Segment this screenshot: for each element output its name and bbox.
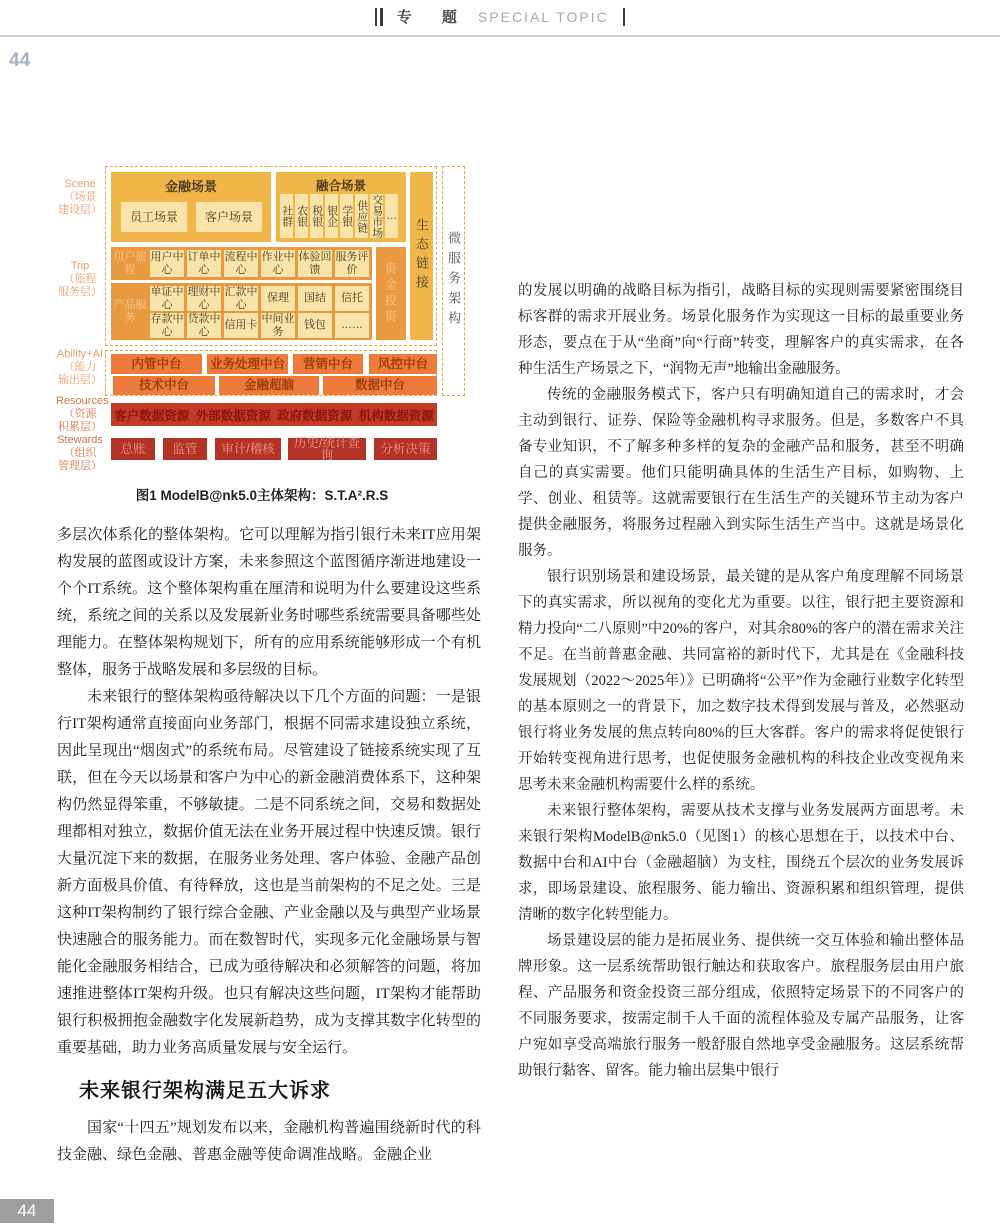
user-journey-band bbox=[111, 247, 372, 280]
ability-cell: 业务处理中台 bbox=[207, 354, 288, 374]
fusion-scene-block bbox=[276, 172, 406, 242]
paragraph: 未来银行整体架构，需要从技术支撑与业务发展两方面思考。未来银行架构ModelB@nk5.0（见图1）的核心思想在于，以技术中台、数据中台和AI中台（金融超脑）为支柱，围绕五个层次的业务发展诉求，即场景建设、旅程服务、能力输出、资源积累和组织管理，提供清晰的数字化转型能力。 bbox=[518, 803, 964, 923]
journey-cell: 服务评价 bbox=[335, 251, 369, 276]
fusion-cell: 学银 bbox=[340, 194, 353, 238]
paragraph: 银行识别场景和建设场景，最关键的是从客户角度理解不同场景下的真实需求，所以视角的变化尤为重要。以往，银行把主要资源和精力投向“二八原则”中20%的客户，对其余80%的客户的潜在需求关注不足。在当前普惠金融、共同富裕的新时代下，尤其是在《金融科技发展规划（2022～2025年）》已明确将“公平”作为金融行业数字化转型的基本原则之一的背景下，加之数字技术得到发展与普及，必然驱动银行将业务发展的焦点转向80%的巨大客群。客户的需求将促使银行开始转变视角进行思考，也促使服务金融机构的科技企业改变视角来思考未来金融机构需要什么样的系统。 bbox=[518, 569, 964, 793]
paragraph: 的发展以明确的战略目标为指引，战略目标的实现则需要紧密围绕目标客群的需求开展业务。场景化服务作为实现这一目标的最重要业务形态，要点在于从“坐商”向“行商”转变，理解客户的真实需求，在各种生活生产场景之下，“润物无声”地输出金融服务。 bbox=[518, 283, 964, 377]
journey-cell: 流程中心 bbox=[224, 251, 258, 276]
header-double-bar-icon bbox=[375, 8, 383, 26]
steward-cell: 总账 bbox=[111, 438, 155, 460]
ability-cell: 内管中台 bbox=[111, 354, 202, 374]
layer-label-ability: Ability+AI （能力 输出层） bbox=[56, 348, 104, 386]
fusion-cell: 税银 bbox=[310, 194, 323, 238]
product-service-label: 产品服务 bbox=[113, 299, 147, 324]
paragraph: 多层次体系化的整体架构。它可以理解为指引银行未来IT应用架构发展的蓝图或设计方案，未来参照这个蓝图循序渐进地建设一个个IT系统。这个整体架构重在厘清和说明为什么要建设这些系统，系统之间的关系以及发展新业务时哪些系统需要具备哪些处理能力。在整体架构规划下，所有的应用系统能够形成一个有机整体，服务于战略发展和多层级的目标。 bbox=[57, 527, 481, 678]
resource-item: 外部数据资源 bbox=[195, 408, 271, 423]
journey-cell: 订单中心 bbox=[187, 251, 221, 276]
page-number-top: 44 bbox=[9, 50, 31, 71]
layer-label-stewards: Stewards （组织 管理层） bbox=[57, 434, 103, 472]
section-heading: 未来银行架构满足五大诉求 bbox=[79, 1080, 331, 1102]
resource-item: 客户数据资源 bbox=[114, 408, 190, 423]
financial-scene-block bbox=[111, 172, 271, 242]
steward-cell: 监管 bbox=[163, 438, 207, 460]
page-header bbox=[0, 6, 1000, 27]
fusion-cell: 银企 bbox=[325, 194, 338, 238]
header-rule bbox=[0, 35, 1000, 37]
ability-cell: 营销中台 bbox=[293, 354, 363, 374]
paragraph: 未来银行的整体架构亟待解决以下几个方面的问题：一是银行IT架构通常直接面向业务部门，根据不同需求建设独立系统，因此呈现出“烟囱式”的系统布局。尽管建设了链接系统实现了互联，但在今天以场景和客户为中心的新金融消费体系下，这种架构仍然显得笨重，不够敏捷。二是不同系统之间，交易和数据处理都相对独立，数据价值无法在业务开展过程中快速反馈。银行大量沉淀下来的数据，在服务业务处理、客户体验、金融产品创新方面极具价值、有待释放，这也是当前架构的不足之处。三是这种IT架构制约了银行综合金融、产业金融以及与典型产业场景快速融合的服务能力。而在数智时代，实现多元化金融场景与智能化金融服务相结合，已成为亟待解决和必须解答的问题，将加速推进整体IT架构升级。也只有解决这些问题，IT架构才能帮助银行积极拥抱金融数字化发展新趋势，成为支撑其数字化转型的重要基础，助力业务高质量发展与安全运行。 bbox=[57, 689, 481, 1056]
resource-item: 政府数据资源 bbox=[277, 408, 353, 423]
ability-cell: 数据中台 bbox=[323, 376, 437, 395]
right-text-column bbox=[518, 278, 964, 1084]
eco-link-bar: 生态链接 bbox=[410, 172, 433, 340]
scene-cell: 员工场景 bbox=[121, 202, 187, 232]
ability-cell: 金融超脑 bbox=[219, 376, 319, 395]
product-cell: 单证中心 bbox=[150, 286, 184, 311]
paragraph: 场景建设层的能力是拓展业务、提供统一交互体验和输出整体品牌形象。这一层系统帮助银行触达和获取客户。旅程服务层由用户旅程、产品服务和资金投资三部分组成，依照特定场景下的不同客户的不同服务要求，按需定制千人千面的流程体验及专属产品服务，让客户宛如享受高端旅行服务一般舒服自然地享受金融服务。这层系统帮助银行黏客、留客。能力输出层集中银行 bbox=[518, 933, 964, 1079]
fusion-cell-ellipsis: … bbox=[385, 194, 398, 238]
scene-cell: 客户场景 bbox=[196, 202, 262, 232]
capital-investment-bar: 资金投资 bbox=[376, 247, 406, 340]
fusion-cell: 社群 bbox=[280, 194, 293, 238]
user-journey-label: 用户旅程 bbox=[113, 251, 147, 276]
financial-scene-title: 金融场景 bbox=[164, 179, 217, 194]
product-cell: 信托 bbox=[335, 286, 369, 311]
ability-cell: 技术中台 bbox=[113, 376, 215, 395]
journey-cell: 体验回馈 bbox=[298, 251, 332, 276]
figure-caption: 图1 ModelB@nk5.0主体架构：S.T.A².R.S bbox=[135, 488, 389, 503]
product-cell-ellipsis: …… bbox=[335, 313, 369, 338]
steward-cell: 分析决策 bbox=[374, 438, 437, 460]
product-cell: 理财中心 bbox=[187, 286, 221, 311]
fusion-cell: 供应链 bbox=[355, 194, 368, 238]
header-title-en: SPECIAL TOPIC bbox=[477, 8, 609, 25]
fusion-scene-title: 融合场景 bbox=[315, 179, 366, 193]
resource-item: 机构数据资源 bbox=[358, 408, 434, 423]
product-cell: 钱包 bbox=[298, 313, 332, 338]
product-cell: 保理 bbox=[261, 286, 295, 311]
journey-cell: 用户中心 bbox=[150, 251, 184, 276]
header-single-bar-icon bbox=[623, 8, 626, 26]
layer-label-resources: Resources （资源 积累层） bbox=[56, 395, 109, 433]
page-number-bottom: 44 bbox=[0, 1199, 54, 1223]
paragraph: 国家“十四五”规划发布以来，金融机构普遍围绕新时代的科技金融、绿色金融、普惠金融等使命调准战略。金融企业 bbox=[57, 1120, 481, 1163]
steward-cell: 审计/稽核 bbox=[215, 438, 281, 460]
fusion-cell: 交易市场 bbox=[370, 194, 383, 238]
figure1-diagram bbox=[56, 164, 468, 476]
product-cell: 中间业务 bbox=[261, 313, 295, 338]
left-text-column bbox=[57, 522, 481, 1169]
layer-label-scene: Scene （场景 建设层） bbox=[58, 178, 102, 216]
product-cell: 汇款中心 bbox=[224, 286, 258, 311]
layer-label-trip: Trip （旅程 服务层） bbox=[58, 260, 102, 298]
fusion-cell: 农银 bbox=[295, 194, 308, 238]
header-title-cn: 专 题 bbox=[396, 9, 470, 26]
product-service-band bbox=[111, 283, 372, 340]
steward-cell: 历史/统计查询 bbox=[288, 438, 366, 460]
resources-bar bbox=[111, 403, 437, 426]
microservice-architecture-column: 微服务架构 bbox=[442, 166, 465, 396]
product-cell: 国结 bbox=[298, 286, 332, 311]
product-cell: 信用卡 bbox=[224, 313, 258, 338]
ability-cell: 风控中台 bbox=[369, 354, 437, 374]
paragraph: 传统的金融服务模式下，客户只有明确知道自己的需求时，才会主动到银行、证券、保险等金融机构寻求服务。但是，多数客户不具备专业知识，不了解多种多样的复杂的金融产品和服务，甚至不明确自己的真实需要。他们只能明确具体的生活生产目标，如购物、上学、创业、租赁等。这就需要银行在生活生产的关键环节主动为客户提供金融服务，将服务过程融入到实际生活生产当中。这就是场景化服务。 bbox=[518, 387, 964, 559]
product-cell: 存款中心 bbox=[150, 313, 184, 338]
product-cell: 贷款中心 bbox=[187, 313, 221, 338]
journey-cell: 作业中心 bbox=[261, 251, 295, 276]
